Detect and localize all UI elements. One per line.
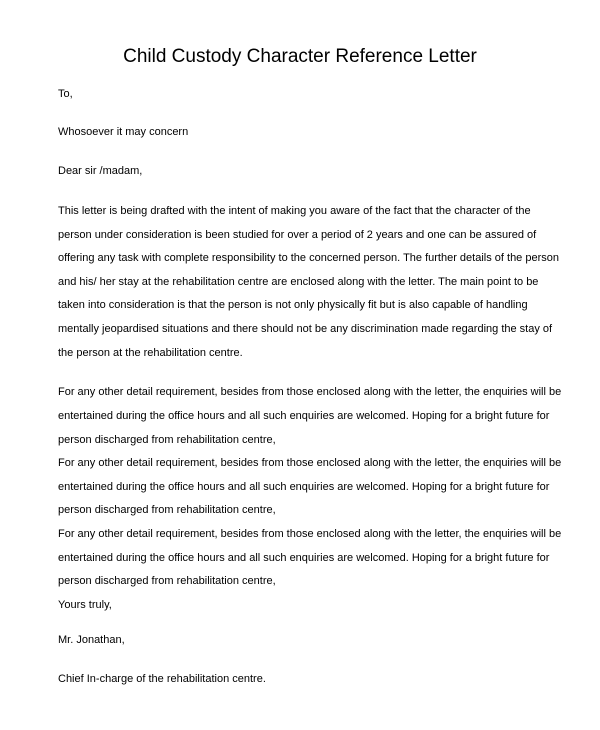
signoff: Yours truly, <box>58 599 112 611</box>
closing-line: entertained during the office hours and all such enquiries are welcomed. Hoping for a bright future for <box>58 410 550 422</box>
body-line: taken into consideration is that the person is not only physically fit but is also capable of handling <box>58 299 528 311</box>
closing-line: For any other detail requirement, besides from those enclosed along with the letter, the enquiries will be <box>58 457 562 469</box>
address-to: To, <box>58 88 73 100</box>
body-line: offering any task with complete responsibility to the concerned person. The further details of the person <box>58 252 559 264</box>
body-line: the person at the rehabilitation centre. <box>58 347 243 359</box>
closing-line: entertained during the office hours and all such enquiries are welcomed. Hoping for a bright future for <box>58 481 550 493</box>
body-line: person under consideration is been studied for over a period of 2 years and one can be assured of <box>58 229 537 241</box>
letter-title: Child Custody Character Reference Letter <box>123 46 477 67</box>
closing-line: person discharged from rehabilitation centre, <box>58 575 276 587</box>
closing-line: For any other detail requirement, besides from those enclosed along with the letter, the enquiries will be <box>58 386 562 398</box>
body-line: mentally jeopardised situations and there should not be any discrimination made regarding the stay of <box>58 323 553 335</box>
closing-line: entertained during the office hours and all such enquiries are welcomed. Hoping for a bright future for <box>58 552 550 564</box>
salutation: Dear sir /madam, <box>58 165 143 177</box>
body-line: and his/ her stay at the rehabilitation centre are enclosed along with the letter. The main point to be <box>58 276 539 288</box>
closing-line: For any other detail requirement, besides from those enclosed along with the letter, the enquiries will be <box>58 528 562 540</box>
closing-line: person discharged from rehabilitation centre, <box>58 504 276 516</box>
signer-title: Chief In-charge of the rehabilitation centre. <box>58 673 266 685</box>
body-line: This letter is being drafted with the intent of making you aware of the fact that the character of the <box>58 205 531 217</box>
recipient-line: Whosoever it may concern <box>58 126 189 138</box>
signer-name: Mr. Jonathan, <box>58 634 125 646</box>
closing-line: person discharged from rehabilitation centre, <box>58 434 276 446</box>
